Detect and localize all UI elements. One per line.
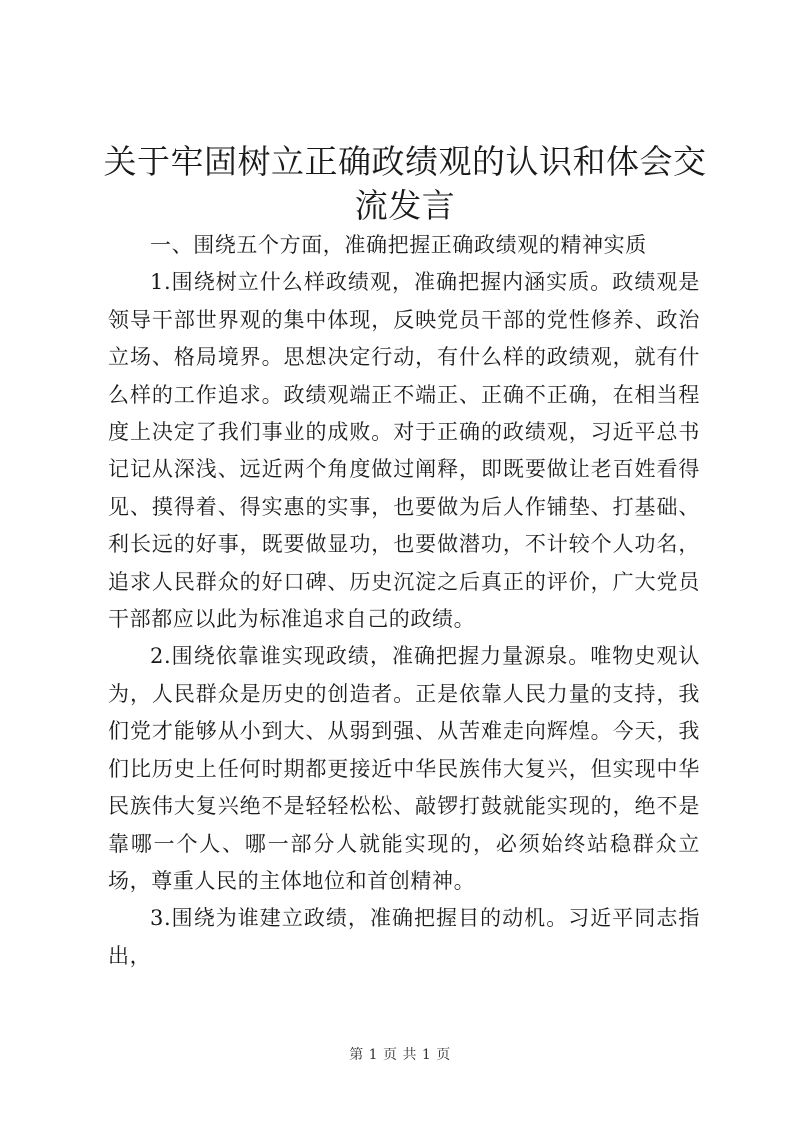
document-body	[108, 227, 700, 975]
page-footer: 第 1 页 共 1 页	[349, 1047, 451, 1063]
paragraph-3: 3.围绕为谁建立政绩，准确把握目的动机。习近平同志指出，	[108, 906, 700, 968]
section-heading: 一、围绕五个方面，准确把握正确政绩观的精神实质	[150, 233, 647, 257]
document-title: 关于牢固树立正确政绩观的认识和体会交流发言	[103, 142, 707, 225]
paragraph-2: 2.围绕依靠谁实现政绩，准确把握力量源泉。唯物史观认为，人民群众是历史的创造者。正是依靠人民力量的支持，我们党才能够从小到大、从弱到强、从苦难走向辉煌。今天，我们比历史上任何时期都更接近中华民族伟大复兴，但实现中华民族伟大复兴绝不是轻轻松松、敲锣打鼓就能实现的，绝不是靠哪一个人、哪一部分人就能实现的，必须始终站稳群众立场，尊重人民的主体地位和首创精神。	[108, 644, 700, 893]
paragraph-1: 1.围绕树立什么样政绩观，准确把握内涵实质。政绩观是领导干部世界观的集中体现，反映党员干部的党性修养、政治立场、格局境界。思想决定行动，有什么样的政绩观，就有什么样的工作追求。政绩观端正不端正、正确不正确，在相当程度上决定了我们事业的成败。对于正确的政绩观，习近平总书记记从深浅、远近两个角度做过阐释，即既要做让老百姓看得见、摸得着、得实惠的实事，也要做为后人作铺垫、打基础、利长远的好事，既要做显功，也要做潜功，不计较个人功名，追求人民群众的好口碑、历史沉淀之后真正的评价，广大党员干部都应以此为标准追求自己的政绩。	[108, 270, 700, 632]
